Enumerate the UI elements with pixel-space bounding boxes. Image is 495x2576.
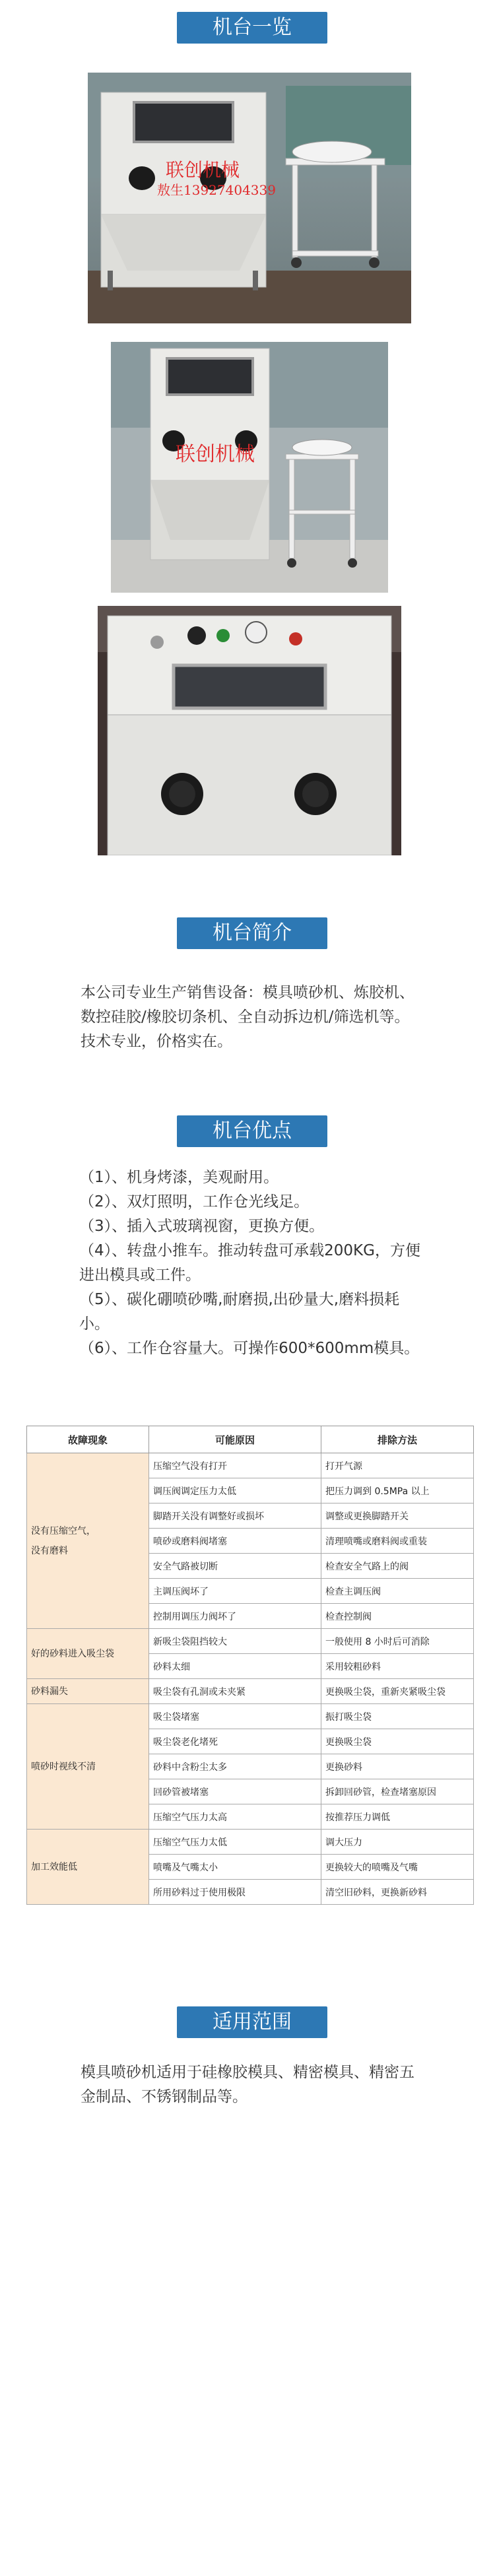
fix-cell: 更换吸尘袋，重新夹紧吸尘袋: [321, 1679, 474, 1704]
advantage-item: （5）、碳化硼喷砂嘴,耐磨损,出砂量大,磨料损耗小。: [79, 1291, 400, 1333]
machine-photo-3: [98, 606, 401, 855]
symptom-cell: [27, 1704, 149, 1830]
cause-cell: 脚踏开关没有调整好或损坏: [149, 1503, 321, 1529]
cause-cell: 喷砂或磨料阀堵塞: [149, 1529, 321, 1554]
symptom-cell: [27, 1830, 149, 1905]
cause-cell: 吸尘袋老化堵死: [149, 1729, 321, 1754]
symptom-text: 好的砂料进入吸尘袋: [31, 1648, 114, 1659]
cause-cell: 调压阀调定压力太低: [149, 1478, 321, 1503]
table-row: [27, 1704, 474, 1729]
fix-cell: 检查主调压阀: [321, 1579, 474, 1604]
cause-cell: 吸尘袋堵塞: [149, 1704, 321, 1729]
fix-cell: 调整或更换脚踏开关: [321, 1503, 474, 1529]
table-header-row: [27, 1426, 474, 1453]
fix-cell: 振打吸尘袋: [321, 1704, 474, 1729]
scope-paragraph: 模具喷砂机适用于硅橡胶模具、精密模具、精密五金制品、不锈钢制品等。: [81, 2064, 414, 2105]
fix-cell: 更换砂料: [321, 1754, 474, 1779]
fix-cell: 检查安全气路上的阀: [321, 1554, 474, 1579]
advantage-item: （2）、双灯照明，工作仓光线足。: [79, 1193, 310, 1210]
fix-cell: 更换较大的喷嘴及气嘴: [321, 1855, 474, 1880]
fix-cell: 按推荐压力调低: [321, 1804, 474, 1830]
symptom-cell: [27, 1453, 149, 1629]
advantage-item: （3）、插入式玻璃视窗，更换方便。: [79, 1218, 325, 1235]
fix-cell: 拆卸回砂管，检查堵塞原因: [321, 1779, 474, 1804]
symptom-text: 喷砂时视线不清: [31, 1761, 96, 1772]
machine-photo-1: [88, 73, 411, 323]
cause-cell: 主调压阀坏了: [149, 1579, 321, 1604]
troubleshooting-table: [26, 1426, 474, 1905]
symptom-cell: [27, 1629, 149, 1679]
fix-cell: 清空旧砂料，更换新砂料: [321, 1880, 474, 1905]
fix-cell: 调大压力: [321, 1830, 474, 1855]
intro-paragraph: 本公司专业生产销售设备：模具喷砂机、炼胶机、数控硅胶/橡胶切条机、全自动拆边机/筛选机等。技术专业，价格实在。: [81, 984, 414, 1050]
fix-cell: 一般使用 8 小时后可消除: [321, 1629, 474, 1654]
cause-cell: 吸尘袋有孔洞或未夹紧: [149, 1679, 321, 1704]
photo-watermark-brand: 联创机械: [176, 443, 255, 466]
advantage-item: （4）、转盘小推车。推动转盘可承载200KG，方便进出模具或工件。: [79, 1242, 420, 1284]
symptom-text: 加工效能低: [31, 1861, 77, 1872]
column-header-cause: 可能原因: [149, 1426, 321, 1453]
cause-cell: 砂料中含粉尘太多: [149, 1754, 321, 1779]
section-header-intro: 机台简介: [177, 917, 327, 949]
cause-cell: 喷嘴及气嘴太小: [149, 1855, 321, 1880]
cause-cell: 砂料太细: [149, 1654, 321, 1679]
fix-cell: 采用较粗砂料: [321, 1654, 474, 1679]
symptom-cell: [27, 1679, 149, 1704]
cause-cell: 压缩空气没有打开: [149, 1453, 321, 1478]
photo-watermark-phone: 敖生13927404339: [157, 182, 276, 198]
advantages-list: [79, 1166, 422, 1361]
cause-cell: 所用砂料过于使用极限: [149, 1880, 321, 1905]
cause-cell: 回砂管被堵塞: [149, 1779, 321, 1804]
advantage-item: （1）、机身烤漆，美观耐用。: [79, 1169, 279, 1186]
cause-cell: 安全气路被切断: [149, 1554, 321, 1579]
section-header-advantages: 机台优点: [177, 1115, 327, 1147]
cause-cell: 新吸尘袋阻挡较大: [149, 1629, 321, 1654]
cause-cell: 控制用调压力阀坏了: [149, 1604, 321, 1629]
column-header-symptom: 故障现象: [27, 1426, 149, 1453]
photo-watermark-brand: 联创机械: [166, 159, 240, 181]
fix-cell: 更换吸尘袋: [321, 1729, 474, 1754]
machine-photo-2: [111, 342, 388, 593]
column-header-fix: 排除方法: [321, 1426, 474, 1453]
fix-cell: 检查控制阀: [321, 1604, 474, 1629]
section-header-overview: 机台一览: [177, 12, 327, 44]
advantage-item: （6）、工作仓容量大。可操作600*600mm模具。: [79, 1340, 420, 1357]
fix-cell: 打开气源: [321, 1453, 474, 1478]
table-row: [27, 1453, 474, 1478]
table-row: [27, 1679, 474, 1704]
table-row: [27, 1830, 474, 1855]
fix-cell: 把压力调到 0.5MPa 以上: [321, 1478, 474, 1503]
cause-cell: 压缩空气压力太低: [149, 1830, 321, 1855]
section-header-scope: 适用范围: [177, 2006, 327, 2038]
symptom-text: 没有磨料: [31, 1545, 68, 1556]
symptom-text: 砂料漏失: [31, 1686, 68, 1697]
symptom-text: 没有压缩空气，: [31, 1525, 96, 1536]
fix-cell: 清理喷嘴或磨料阀或重装: [321, 1529, 474, 1554]
table-row: [27, 1629, 474, 1654]
cause-cell: 压缩空气压力太高: [149, 1804, 321, 1830]
